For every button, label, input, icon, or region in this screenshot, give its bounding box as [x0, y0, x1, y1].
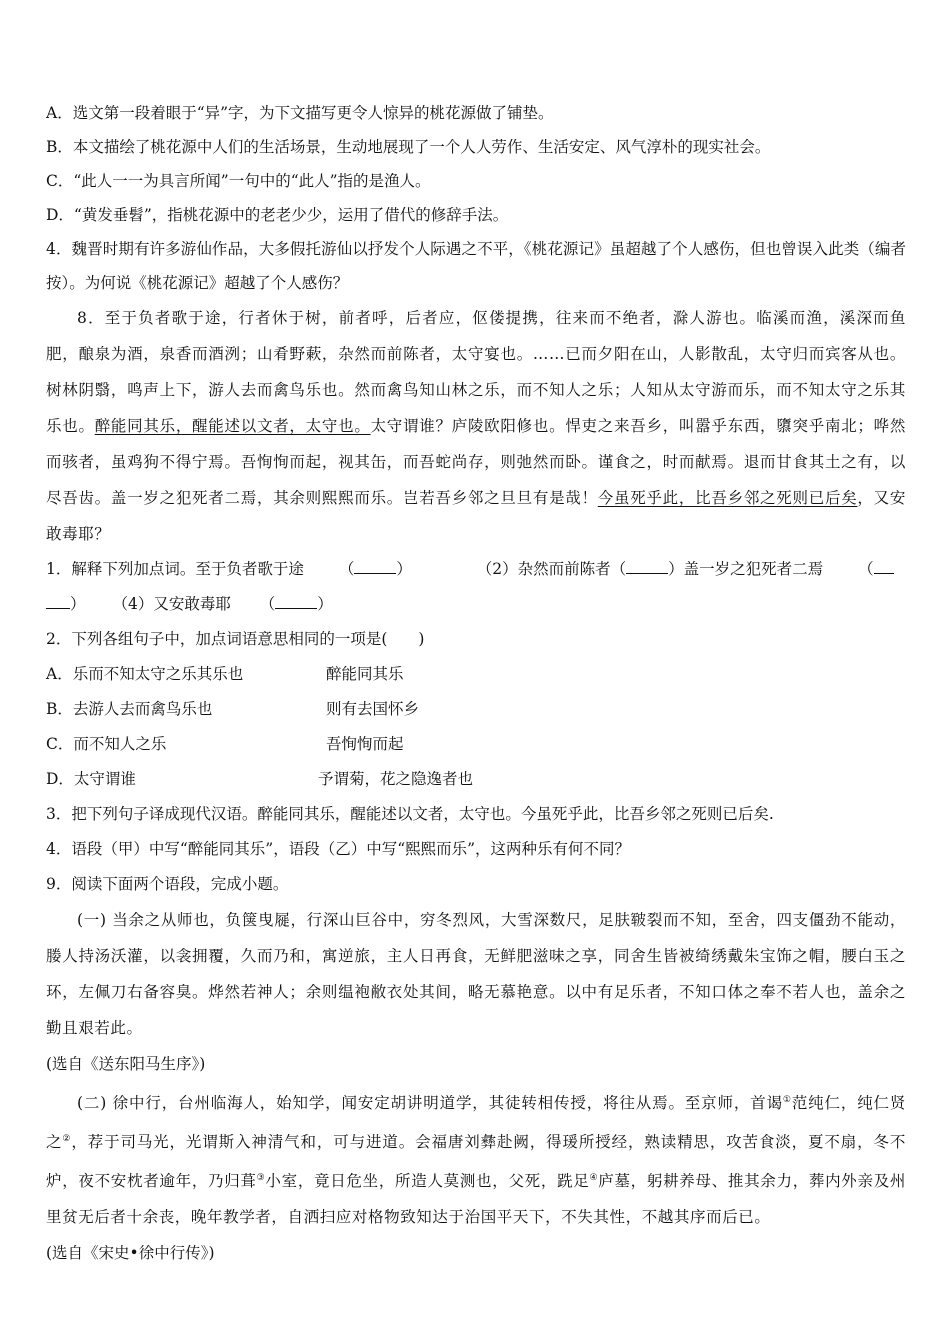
answer-blank-3b[interactable] — [46, 594, 70, 609]
answer-blank-2[interactable] — [626, 559, 668, 574]
passage-8-text-1: 8．至于负者歌于途，行者休于树，前者呼，后者应，伛偻提携，往来而不绝者，滁人游也。临溪而渔，溪深而鱼肥，酿泉为酒，泉香而酒洌；山肴野蔌，杂然而前陈者，太守宴也。……已而夕阳在山，人影散乱，太守归而宾客从也。树林阴翳，鸣声上下，游人去而禽鸟乐也。然而禽鸟知山林之乐，而不知人之乐；人知从太守游而乐，而不知太守之乐其乐也。 — [46, 309, 906, 435]
passage-9-2 — [46, 1082, 906, 1235]
passage-9-1: (一) 当余之从师也，负箧曳屣，行深山巨谷中，穷冬烈风，大雪深数尺，足肤皲裂而不知，至舍，四支僵劲不能动，媵人持汤沃灌，以衾拥覆，久而乃和，寓逆旅，主人日再食，无鲜肥滋味之享，同舍生皆被绮绣戴朱宝饰之帽，腰白玉之环，左佩刀右备容臭。烨然若神人；余则缊袍敝衣处其间，略无慕艳意。以中有足乐者，不知口体之奉不若人也，盖余之勤且艰若此。 — [46, 911, 906, 1037]
q8-2-b-left: B．去游人去而禽鸟乐也 — [46, 700, 213, 718]
passage-9-2-text-b: 范纯仁，纯仁贤之 — [46, 1094, 906, 1151]
q8-1-item-4: （4）又安敢毒耶 — [112, 595, 231, 613]
q8-1-close-4: ） — [317, 595, 333, 613]
q8-2-d-right: 予谓菊，花之隐逸者也 — [318, 770, 474, 788]
option-c: C．“此人一一为具言所闻”一句中的“此人”指的是渔人。 — [46, 172, 431, 190]
q8-2-option-b — [46, 692, 906, 727]
q8-1-close-3: ） — [70, 595, 86, 613]
question-8-1-line-1 — [46, 552, 906, 587]
source-9-2: (选自《宋史•徐中行传》) — [46, 1244, 215, 1262]
question-8-2-stem: 2．下列各组句子中，加点词语意思相同的一项是( ) — [46, 630, 425, 648]
exam-page — [46, 96, 906, 1271]
option-b: B．本文描绘了桃花源中人们的生活场景，生动地展现了一个人人劳作、生活安定、风气淳朴的现实社会。 — [46, 138, 771, 156]
q8-2-b-right: 则有去国怀乡 — [326, 700, 420, 718]
passage-8-text-3: ，又安敢毒耶？ — [46, 489, 906, 543]
question-8-4: 4．语段（甲）中写“醉能同其乐”，语段（乙）中写“熙熙而乐”，这两种乐有何不同？ — [46, 840, 631, 858]
question-7-4: 4．魏晋时期有许多游仙作品，大多假托游仙以抒发个人际遇之不平，《桃花源记》虽超越了个人感伤，但也曾误入此类（编者按）。为何说《桃花源记》超越了个人感伤？ — [46, 240, 906, 292]
q8-1-item-2-end: ） — [668, 560, 684, 578]
answer-blank-1[interactable] — [354, 559, 396, 574]
q8-1-lead: 1．解释下列加点词。至于负者歌于途 — [46, 560, 304, 578]
q8-2-option-a — [46, 657, 906, 692]
passage-9-2-text-e: 庐墓，躬耕养母、推其余力，葬内外亲及州里贫无后者十余丧，晚年教学者，自洒扫应对格物致知达于治国平天下，不失其性，不越其序而后已。 — [46, 1172, 907, 1226]
option-d: D．“黄发垂髫”，指桃花源中的老老少少，运用了借代的修辞手法。 — [46, 206, 509, 224]
q8-2-a-right: 醉能同其乐 — [326, 665, 404, 683]
q8-2-c-right: 吾恂恂而起 — [326, 735, 404, 753]
passage-9-2-text-a: (二) 徐中行，台州临海人，始知学，闻安定胡讲明道学，其徒转相传授，将往从焉。至京师，首谒 — [77, 1094, 783, 1112]
passage-9-2-text-d: 小室，竟日危坐，所造人莫测也，父死，跣足 — [265, 1172, 590, 1190]
q8-1-open-3: （ — [858, 560, 874, 578]
source-9-1: (选自《送东阳马生序》) — [46, 1055, 206, 1073]
answer-blank-4[interactable] — [275, 594, 317, 609]
answer-blank-3a[interactable] — [874, 559, 894, 574]
underlined-sentence-1: 醉能同其乐，醒能述以文者，太守也。 — [94, 417, 371, 435]
footnote-marker-4: ④ — [589, 1173, 599, 1183]
passage-8-text-2: 太守谓谁？庐陵欧阳修也。悍吏之来吾乡，叫嚣乎东西，隳突乎南北；哗然而骇者，虽鸡狗不得宁焉。吾恂恂而起，视其缶，而吾蛇尚存，则弛然而卧。谨食之，时而献焉。退而甘食其土之有，以尽吾齿。盖一岁之犯死者二焉，其余则熙熙而乐。岂若吾乡邻之旦旦有是哉！ — [46, 417, 906, 507]
footnote-marker-2: ② — [62, 1134, 72, 1144]
question-8-3: 3．把下列句子译成现代汉语。醉能同其乐，醒能述以文者，太守也。今虽死乎此，比吾乡邻之死则已后矣. — [46, 805, 774, 823]
footnote-marker-3: ③ — [256, 1173, 266, 1183]
q8-2-a-left: A．乐而不知太守之乐其乐也 — [46, 665, 244, 683]
question-9-stem: 9．阅读下面两个语段，完成小题。 — [46, 875, 289, 893]
q8-2-option-d — [46, 762, 906, 797]
q8-1-open-1: （ — [338, 560, 355, 578]
q8-2-option-c — [46, 727, 906, 762]
q8-1-item-3: 盖一岁之犯死者二焉 — [683, 560, 824, 578]
option-a: A．选文第一段着眼于“异”字，为下文描写更令人惊异的桃花源做了铺垫。 — [46, 104, 554, 122]
q8-1-item-2: （2）杂然而前陈者（ — [476, 560, 627, 578]
passage-8 — [46, 300, 906, 552]
underlined-sentence-2: 今虽死乎此，比吾乡邻之死则已后矣 — [597, 489, 858, 507]
footnote-marker-1: ① — [782, 1095, 792, 1105]
q8-2-c-left: C．而不知人之乐 — [46, 735, 167, 753]
question-8-1-line-2 — [46, 587, 906, 622]
passage-9-2-text-c: ，荐于司马光，光谓斯入神清气和，可与进道。会福唐刘彝赴阙，得瑗所授经，熟读精思，攻苦食淡，夏不扇，冬不炉，夜不安枕者逾年，乃归葺 — [46, 1133, 906, 1190]
q8-1-open-4: （ — [259, 595, 276, 613]
q8-2-d-left: D．太守谓谁 — [46, 770, 136, 788]
q8-1-close-1: ） — [396, 560, 412, 578]
